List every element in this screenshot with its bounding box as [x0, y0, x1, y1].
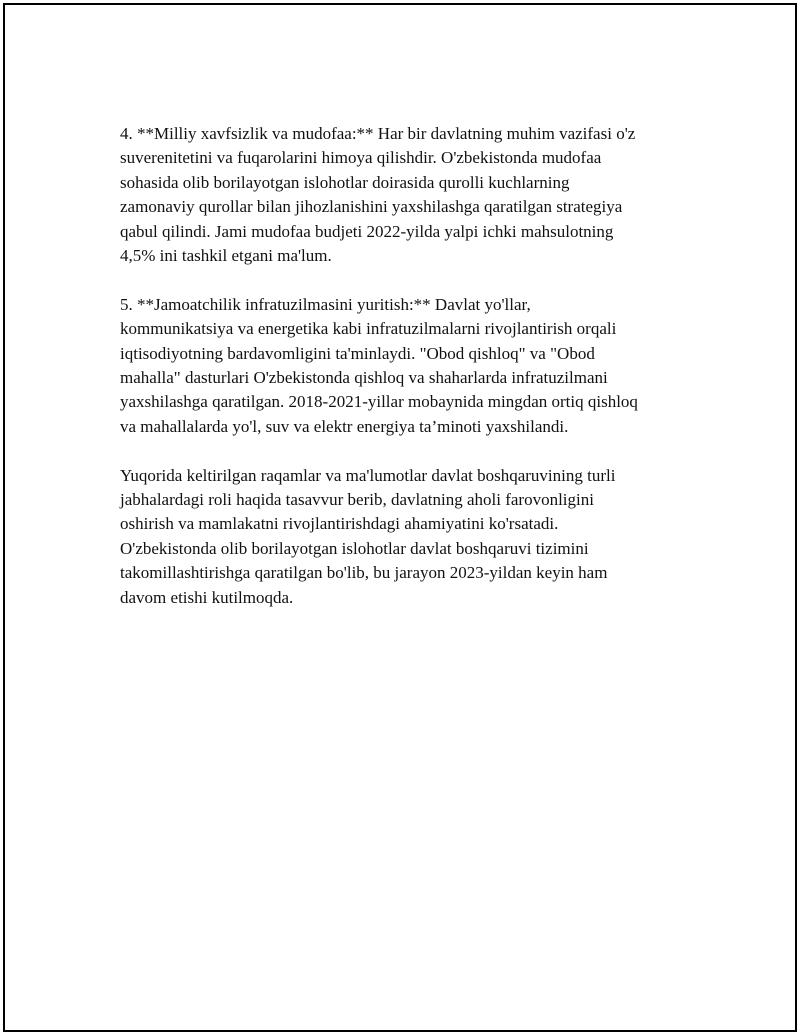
document-page	[3, 3, 797, 1032]
text-line: Yuqorida keltirilgan raqamlar va ma'lumotlar davlat boshqaruvining turli	[120, 465, 616, 485]
text-line: 4,5% ini tashkil etgani ma'lum.	[120, 246, 332, 266]
text-line: mahalla" dasturlari O'zbekistonda qishloq va shaharlarda infratuzilmani	[120, 368, 608, 388]
text-line: jabhalardagi roli haqida tasavvur berib, davlatning aholi farovonligini	[120, 490, 594, 510]
text-line: sohasida olib borilayotgan islohotlar doirasida qurolli kuchlarning	[120, 172, 570, 192]
text-line: suverenitetini va fuqarolarini himoya qilishdir. O'zbekistonda mudofaa	[120, 148, 602, 168]
paragraph-infrastructure	[120, 293, 700, 439]
paragraph-defense	[120, 122, 700, 268]
text-line: oshirish va mamlakatni rivojlantirishdagi ahamiyatini ko'rsatadi.	[120, 514, 559, 534]
document-body	[120, 122, 700, 634]
text-line: takomillashtirishga qaratilgan bo'lib, bu jarayon 2023-yildan keyin ham	[120, 563, 608, 583]
text-line: iqtisodiyotning bardavomligini ta'minlaydi. "Obod qishloq" va "Obod	[120, 343, 595, 363]
text-line: O'zbekistonda olib borilayotgan islohotlar davlat boshqaruvi tizimini	[120, 538, 589, 558]
text-line: kommunikatsiya va energetika kabi infratuzilmalarni rivojlantirish orqali	[120, 319, 617, 339]
paragraph-conclusion	[120, 464, 700, 610]
text-line: 5. **Jamoatchilik infratuzilmasini yuritish:** Davlat yo'llar,	[120, 294, 531, 314]
text-line: davom etishi kutilmoqda.	[120, 587, 294, 607]
text-line: yaxshilashga qaratilgan. 2018-2021-yillar mobaynida mingdan ortiq qishloq	[120, 392, 638, 412]
text-line: qabul qilindi. Jami mudofaa budjeti 2022-yilda yalpi ichki mahsulotning	[120, 221, 614, 241]
text-line: zamonaviy qurollar bilan jihozlanishini yaxshilashga qaratilgan strategiya	[120, 197, 623, 217]
text-line: va mahallalarda yo'l, suv va elektr energiya ta’minoti yaxshilandi.	[120, 416, 569, 436]
text-line: 4. **Milliy xavfsizlik va mudofaa:** Har bir davlatning muhim vazifasi o'z	[120, 124, 636, 143]
